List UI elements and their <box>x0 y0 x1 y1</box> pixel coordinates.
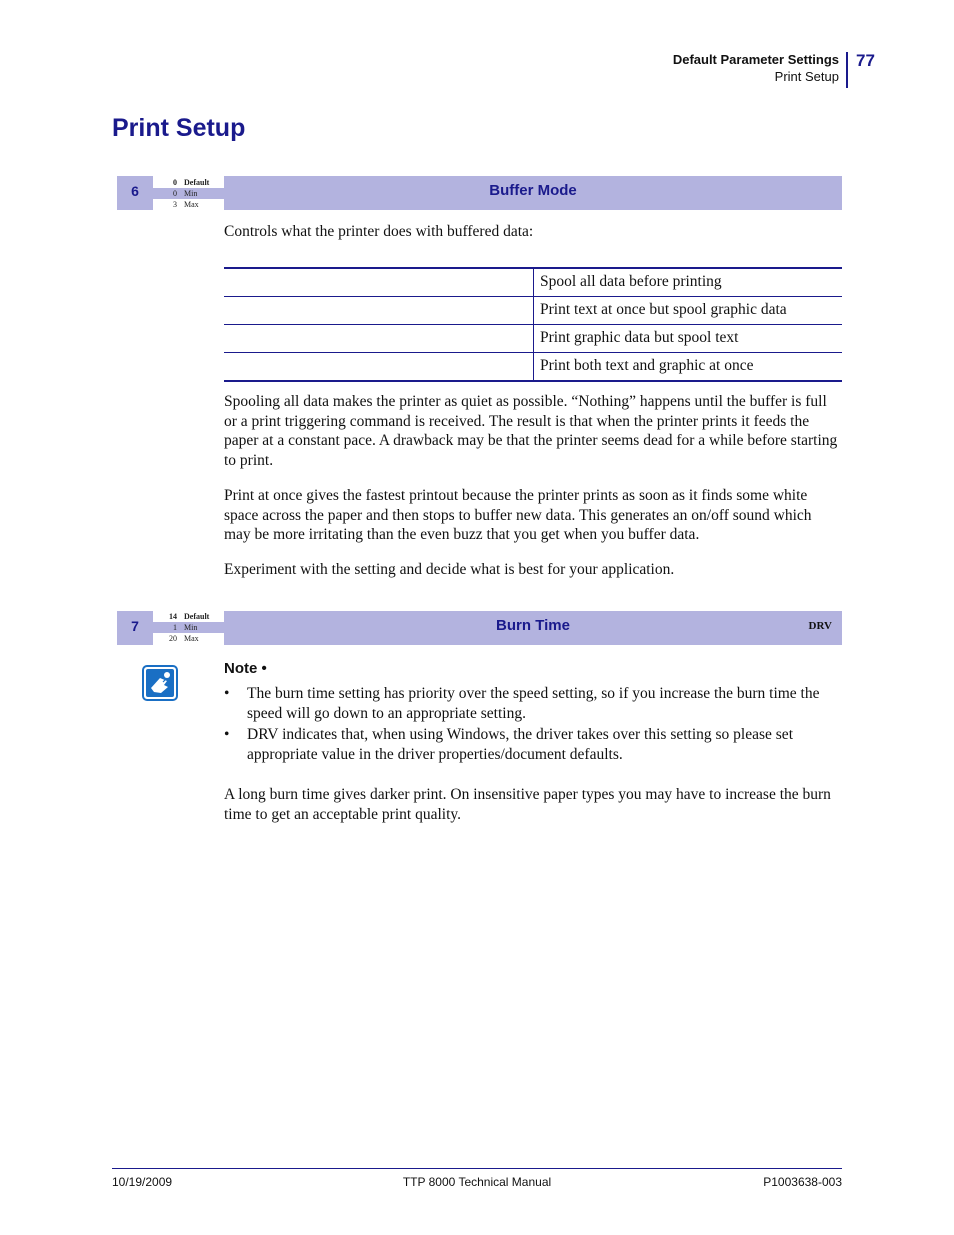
parameter-bar-burn-time <box>117 611 842 645</box>
parameter-name: Buffer Mode <box>224 176 842 210</box>
footer-part-number: P1003638-003 <box>763 1175 842 1189</box>
max-label: Max <box>184 200 199 209</box>
note-text: The burn time setting has priority over the speed setting, so if you increase the burn time the speed will go down to an appropriate setting. <box>247 685 820 722</box>
bullet: • <box>224 685 230 702</box>
max-label: Max <box>184 634 199 643</box>
page-number: 77 <box>856 51 875 70</box>
bullet: • <box>224 726 230 743</box>
driver-tag: DRV <box>808 620 832 632</box>
header-divider <box>846 52 848 88</box>
default-label: Default <box>184 612 210 621</box>
footer-rule <box>112 1168 842 1169</box>
page-title: Print Setup <box>112 114 246 142</box>
min-label: Min <box>184 189 198 198</box>
min-row <box>153 188 224 199</box>
parameter-range <box>153 176 224 210</box>
options-table <box>224 267 842 382</box>
footer-manual-title: TTP 8000 Technical Manual <box>402 1175 552 1189</box>
note-heading: Note • <box>224 660 267 677</box>
intro-text: Controls what the printer does with buffered data: <box>224 223 534 240</box>
table-row <box>224 269 842 297</box>
table-row <box>224 297 842 325</box>
paragraph-print-at-once: Print at once gives the fastest printout because the printer prints as soon as it finds some white space across the paper and then stops to buffer new data. This generates an on/off sound which may be more irritating than the even buzz that you get when you buffer data. <box>224 487 812 543</box>
list-item <box>224 725 842 765</box>
parameter-range <box>153 611 224 645</box>
min-value: 0 <box>173 189 177 198</box>
parameter-number: 6 <box>117 176 153 210</box>
option-description: Print both text and graphic at once <box>540 357 754 374</box>
paragraph-experiment: Experiment with the setting and decide what is best for your application. <box>224 561 675 578</box>
note-list <box>224 684 842 766</box>
option-value <box>224 297 534 324</box>
note-text: DRV indicates that, when using Windows, the driver takes over this setting so please set appropriate value in the driver properties/document defaults. <box>247 726 793 763</box>
max-row <box>153 199 224 210</box>
default-value: 0 <box>173 178 177 187</box>
table-row <box>224 325 842 353</box>
parameter-name: Burn Time <box>224 611 842 645</box>
max-value: 20 <box>169 634 177 643</box>
parameter-number: 7 <box>117 611 153 645</box>
paragraph-spooling: Spooling all data makes the printer as quiet as possible. “Nothing” happens until the buffer is full or a print triggering command is received. The result is that when the printer prints it feeds the paper at a constant pace. A drawback may be that the printer seems dead for a while before starting to print. <box>224 393 838 469</box>
footer-date: 10/19/2009 <box>112 1175 173 1189</box>
max-row <box>153 633 224 644</box>
option-description: Print text at once but spool graphic data <box>540 301 787 318</box>
option-value <box>224 325 534 352</box>
option-description: Spool all data before printing <box>540 273 722 290</box>
note-hand-icon <box>142 665 178 701</box>
list-item <box>224 684 842 724</box>
default-row <box>153 177 224 188</box>
default-row <box>153 611 224 622</box>
default-label: Default <box>184 178 210 187</box>
min-row <box>153 622 224 633</box>
max-value: 3 <box>173 200 177 209</box>
min-label: Min <box>184 623 198 632</box>
min-value: 1 <box>173 623 177 632</box>
option-value <box>224 269 534 296</box>
paragraph-burn-time: A long burn time gives darker print. On insensitive paper types you may have to increase the burn time to get an acceptable print quality. <box>224 786 831 823</box>
parameter-bar-buffer-mode <box>117 176 842 210</box>
default-value: 14 <box>169 612 177 621</box>
option-description: Print graphic data but spool text <box>540 329 739 346</box>
option-value <box>224 353 534 380</box>
running-header-section: Default Parameter Settings <box>672 52 839 67</box>
table-row <box>224 353 842 380</box>
running-header-subsection: Print Setup <box>774 69 839 84</box>
